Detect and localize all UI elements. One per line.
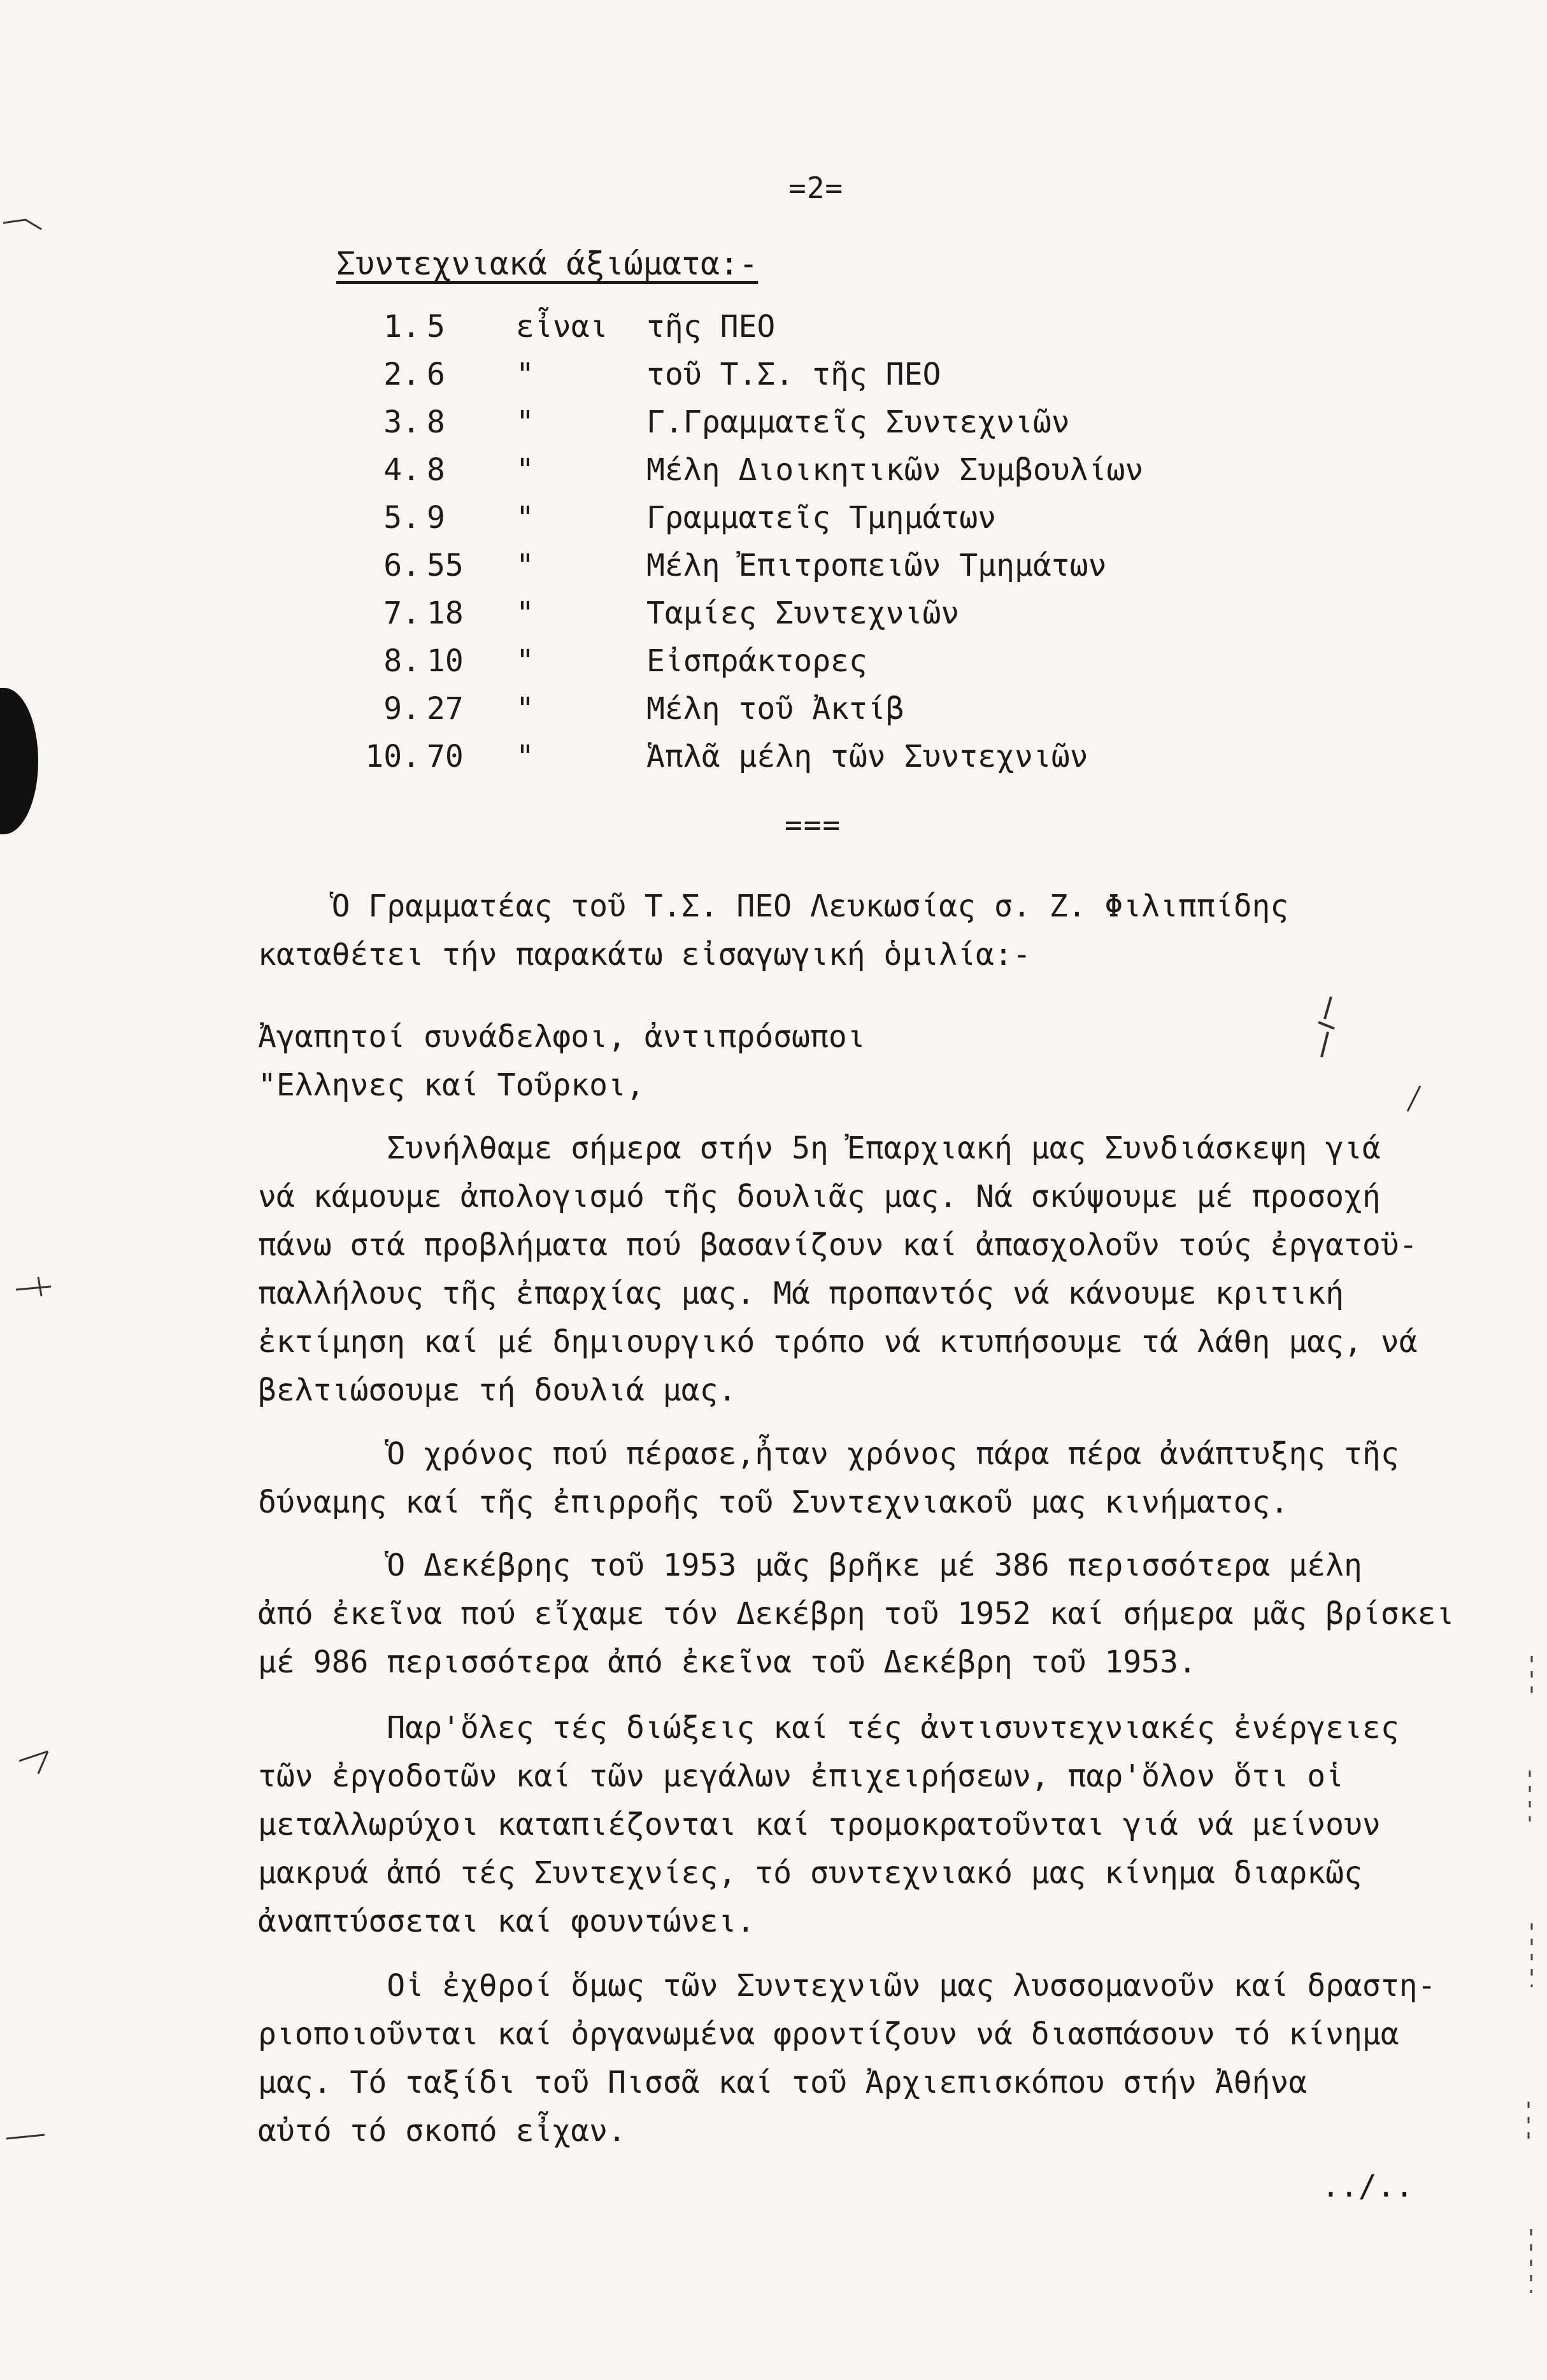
item-count: 18 — [427, 595, 464, 631]
body-paragraph: Ὁ χρόνος πού πέρασε,ἦταν χρόνος πάρα πέρα ἀνάπτυξης τῆς δύναμης καί τῆς ἐπιρροῆς τοῦ Συντεχνιακοῦ μας κινήματος. — [258, 1436, 1399, 1520]
margin-mark — [0, 217, 45, 236]
item-number: 10. — [365, 739, 420, 774]
item-count: 9 — [427, 500, 445, 536]
margin-mark — [13, 1274, 57, 1299]
scan-ink-blot — [0, 688, 38, 834]
body-paragraph: Παρ'ὅλες τές διώξεις καί τές ἀντισυντεχνιακές ἐνέργειες τῶν ἐργοδοτῶν καί τῶν μεγάλων ἐπιχειρήσεων, παρ'ὅλον ὅτι οἱ μεταλλωρύχοι καταπιέζονται καί τρομοκρατοῦνται γιά νά μείνουν μακρυά ἀπό τές Συντεχνίες, τό συντεχνιακό μας κίνημα διαρκῶς ἀναπτύσσεται καί φουντώνει. — [258, 1710, 1399, 1939]
item-description: Γ.Γραμματεῖς Συντεχνιῶν — [646, 404, 1070, 440]
item-description: Γραμματεῖς Τμημάτων — [646, 500, 997, 536]
item-description: τῆς ΠΕΟ — [646, 309, 776, 345]
item-count: 55 — [427, 548, 464, 583]
item-number: 7. — [383, 595, 420, 631]
section-separator: === — [785, 808, 842, 842]
body-paragraph: Συνήλθαμε σήμερα στήν 5η Ἐπαρχιακή μας Συνδιάσκεψη γιά νά κάμουμε ἀπολογισμό τῆς δουλιᾶς μας. Νά σκύψουμε μέ προσοχή πάνω στά προβλήματα πού βασανίζουν καί ἀπασχολοῦν τούς ἐργατοϋ- παλλήλους τῆς ἐπαρχίας μας. Μά προπαντός νά κάνουμε κριτική ἐκτίμηση καί μέ δημιουργικό τρόπο νά κτυπήσουμε τά λάθη μας, νά βελτιώσουμε τή δουλιά μας. — [258, 1130, 1418, 1408]
scan-edge-marks — [1522, 1656, 1541, 2356]
handwritten-mark — [1306, 994, 1344, 1064]
item-count: 6 — [427, 357, 445, 392]
item-number: 4. — [383, 452, 420, 488]
item-verb: " — [516, 643, 534, 679]
item-description: Μέλη Ἐπιτροπειῶν Τμημάτων — [646, 548, 1107, 583]
item-number: 2. — [383, 357, 420, 392]
item-verb: " — [516, 739, 534, 774]
intro-paragraph: Ὁ Γραμματέας τοῦ Τ.Σ. ΠΕΟ Λευκωσίας σ. Ζ. Φιλιππίδης καταθέτει τήν παρακάτω εἰσαγωγική ὁμιλία:- — [258, 888, 1289, 973]
item-number: 6. — [383, 548, 420, 583]
continuation-mark: ../.. — [1322, 2169, 1414, 2204]
item-count: 8 — [427, 452, 445, 488]
margin-mark — [13, 1745, 57, 1777]
item-verb: " — [516, 452, 534, 488]
item-number: 5. — [383, 500, 420, 536]
item-description: Ταμίες Συντεχνιῶν — [646, 595, 960, 631]
body-paragraph: Ὁ Δεκέβρης τοῦ 1953 μᾶς βρῆκε μέ 386 περισσότερα μέλη ἀπό ἐκεῖνα πού εἴχαμε τόν Δεκέβρη τοῦ 1952 καί σήμερα μᾶς βρίσκει μέ 986 περισσότερα ἀπό ἐκεῖνα τοῦ Δεκέβρη τοῦ 1953. — [258, 1548, 1455, 1680]
pencil-stroke — [1401, 1083, 1427, 1115]
page-number: =2= — [788, 171, 844, 205]
item-description: Εἰσπράκτορες — [646, 643, 867, 679]
item-description: τοῦ Τ.Σ. τῆς ΠΕΟ — [646, 357, 941, 392]
item-number: 1. — [383, 309, 420, 345]
greeting: Ἀγαπητοί συνάδελφοι, ἀντιπρόσωποι "Ελληνες καί Τοῦρκοι, — [258, 1019, 866, 1103]
item-count: 70 — [427, 739, 464, 774]
item-count: 5 — [427, 309, 445, 345]
item-number: 9. — [383, 691, 420, 727]
item-verb: " — [516, 404, 534, 440]
item-count: 10 — [427, 643, 464, 679]
item-count: 27 — [427, 691, 464, 727]
item-count: 8 — [427, 404, 445, 440]
item-verb: " — [516, 548, 534, 583]
item-verb: " — [516, 595, 534, 631]
item-description: Μέλη τοῦ Ἀκτίβ — [646, 691, 904, 727]
body-paragraph: Οἱ ἐχθροί ὅμως τῶν Συντεχνιῶν μας λυσσομανοῦν καί δραστη- ριοποιοῦνται καί ὀργανωμένα φροντίζουν νά διασπάσουν τό κίνημα μας. Τό ταξίδι τοῦ Πισσᾶ καί τοῦ Ἀρχιεπισκόπου στήν Ἀθήνα αὐτό τό σκοπό εἶχαν. — [258, 1968, 1436, 2149]
margin-mark — [3, 2127, 48, 2146]
item-description: Ἁπλᾶ μέλη τῶν Συντεχνιῶν — [646, 739, 1088, 774]
item-number: 8. — [383, 643, 420, 679]
item-verb: " — [516, 357, 534, 392]
item-verb: " — [516, 500, 534, 536]
item-description: Μέλη Διοικητικῶν Συμβουλίων — [646, 452, 1144, 488]
item-number: 3. — [383, 404, 420, 440]
item-verb: εἶναι — [516, 309, 608, 345]
section-heading: Συντεχνιακά άξιώματα:- — [336, 245, 759, 282]
item-verb: " — [516, 691, 534, 727]
